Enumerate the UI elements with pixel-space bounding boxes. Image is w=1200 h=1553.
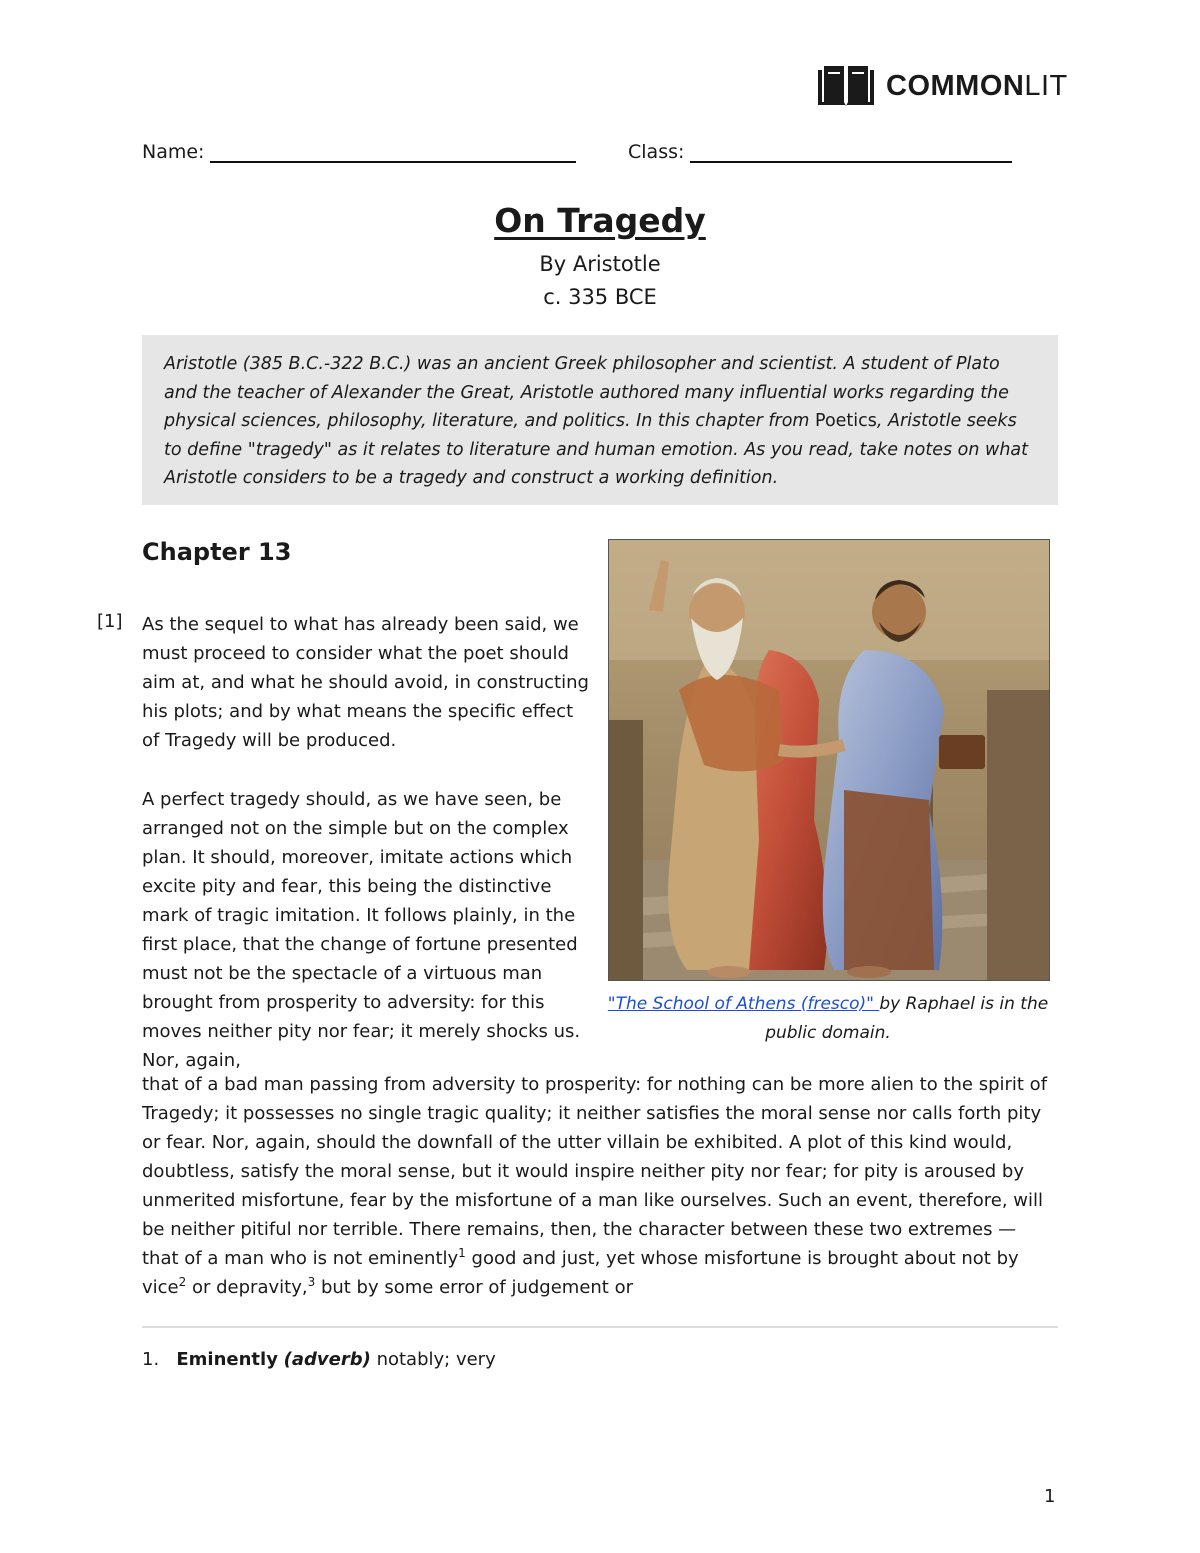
commonlit-logo xyxy=(818,66,1068,106)
logo-wordmark: COMMONLIT xyxy=(886,69,1068,102)
paragraph-2-continued xyxy=(142,1070,1058,1302)
image-caption xyxy=(600,990,1056,1048)
class-label: Class: xyxy=(628,141,685,163)
chapter-heading: Chapter 13 xyxy=(142,538,292,566)
intro-text-after: , Aristotle seeks to define "tragedy" as it relates to literature and human emotion. As you read, take notes on what Aristotle considers to be a tragedy and construct a working definition. xyxy=(164,411,1028,488)
school-of-athens-image xyxy=(608,539,1050,981)
body-text: or depravity, xyxy=(186,1277,308,1298)
class-field[interactable] xyxy=(628,141,1012,163)
image-source-link[interactable]: "The School of Athens (fresco)" xyxy=(607,994,880,1014)
intro-work-title: Poetics xyxy=(815,411,877,431)
caption-credit: by Raphael is in the public domain. xyxy=(765,994,1049,1043)
name-label: Name: xyxy=(142,141,205,163)
paragraph-2-wrapped: A perfect tragedy should, as we have seen, be arranged not on the simple but on the complex plan. It should, moreover, imitate actions which excite pity and fear, this being the distinctive mark of tragic imitation. It follows plainly, in the first place, that the change of fortune presented must not be the spectacle of a virtuous man brought from prosperity to adversity: for this moves neither pity nor fear; it merely shocks us. Nor, again, xyxy=(142,789,581,1071)
author-byline: By Aristotle xyxy=(539,252,661,276)
body-text: good and just, yet whose misfortune is brought about not by vice xyxy=(142,1248,1019,1298)
paragraph-number: [1] xyxy=(97,611,123,632)
intro-text-before: Aristotle (385 B.C.-322 B.C.) was an ancient Greek philosopher and scientist. A student of Plato and the teacher of Alexander the Great, Aristotle authored many influential works regarding the physical sciences, philosophy, literature, and politics. In this chapter from xyxy=(164,354,1009,431)
footnote-ref-3[interactable]: 3 xyxy=(307,1275,316,1289)
name-field[interactable] xyxy=(142,141,576,163)
class-blank-line[interactable] xyxy=(690,141,1012,163)
fresco-illustration xyxy=(609,540,1049,980)
page-title: On Tragedy xyxy=(494,201,706,240)
footnote-definition: notably; very xyxy=(370,1349,496,1370)
name-blank-line[interactable] xyxy=(210,141,576,163)
body-text: but by some error of judgement or xyxy=(315,1277,633,1298)
footnote-1 xyxy=(142,1345,496,1374)
footnote-part-of-speech: (adverb) xyxy=(283,1349,371,1370)
body-text: that of a bad man passing from adversity to prosperity: for nothing can be more alien to the spirit of Tragedy; it possesses no single tragic quality; it neither satisfies the moral sense nor calls forth pity or fear. Nor, again, should the downfall of the utter villain be exhibited. A plot of this kind would, doubtless, satisfy the moral sense, but it would inspire neither pity nor fear; for pity is aroused by unmerited misfortune, fear by the misfortune of a man like ourselves. Such an event, therefore, will be neither pitiful nor terrible. There remains, then, the character between these two extremes — that of a man who is not eminently xyxy=(142,1074,1048,1269)
footnote-term: Eminently xyxy=(176,1349,278,1370)
footnote-ref-1[interactable]: 1 xyxy=(458,1246,466,1260)
intro-box xyxy=(142,335,1058,505)
footnote-divider xyxy=(142,1326,1058,1328)
page-number: 1 xyxy=(1044,1486,1056,1507)
footnote-ref-2[interactable]: 2 xyxy=(178,1275,187,1289)
open-book-icon xyxy=(818,66,874,106)
paragraph-1: As the sequel to what has already been said, we must proceed to consider what the poet should aim at, and what he should avoid, in constructing his plots; and by what means the specific effect of Tragedy will be produced. xyxy=(142,614,589,751)
footnote-number: 1. xyxy=(142,1349,160,1370)
publication-date: c. 335 BCE xyxy=(543,285,657,309)
